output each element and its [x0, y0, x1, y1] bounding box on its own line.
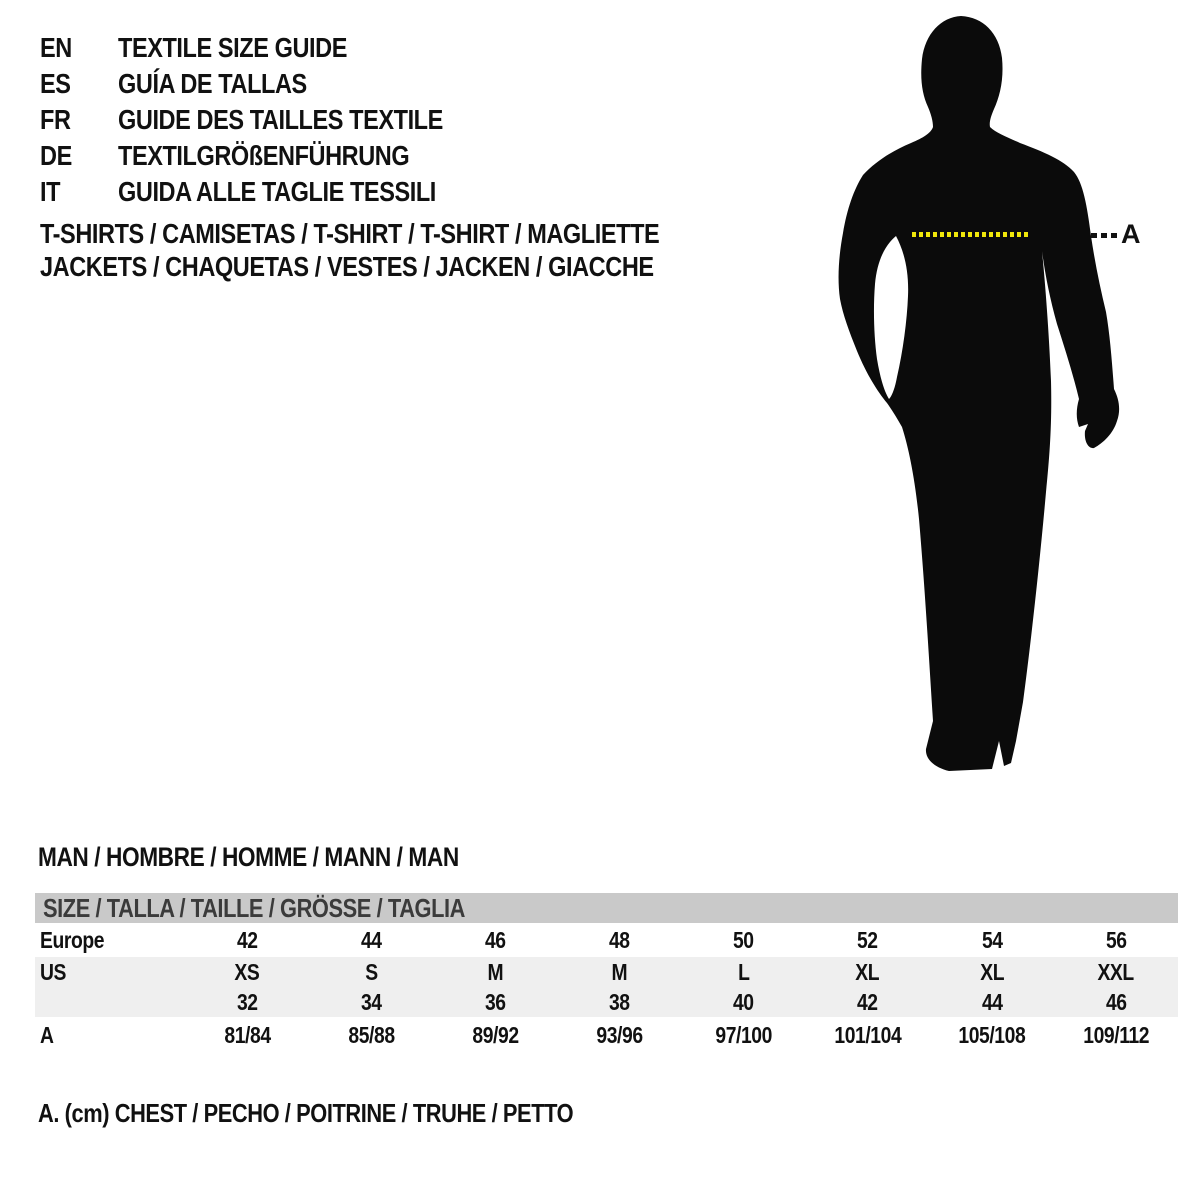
- size-cell: 85/88: [348, 1022, 395, 1048]
- size-cell: 54: [981, 926, 1003, 953]
- category-line-tshirts: T-SHIRTS / CAMISETAS / T-SHIRT / T-SHIRT / MAGLIETTE: [40, 218, 660, 249]
- size-cell: XL: [806, 957, 930, 987]
- size-cell: 93/96: [596, 1022, 643, 1048]
- size-cell: 101/104: [834, 1022, 902, 1048]
- language-title: TEXTILE SIZE GUIDE: [118, 32, 347, 63]
- size-cell: XS: [185, 957, 309, 987]
- size-cell: 50: [733, 926, 754, 953]
- row-label-a: A: [40, 1022, 54, 1048]
- size-cell: L: [682, 957, 806, 987]
- section-title-man: MAN / HOMBRE / HOMME / MANN / MAN: [38, 842, 459, 872]
- size-cell: 32: [185, 987, 309, 1017]
- language-code: FR: [40, 104, 71, 135]
- chest-footnote: A. (cm) CHEST / PECHO / POITRINE / TRUHE / PETTO: [38, 1098, 574, 1128]
- size-cell: 109/112: [1083, 1022, 1149, 1048]
- size-table: [35, 893, 1178, 1054]
- size-table-header: [35, 893, 1178, 923]
- size-cell: 46: [484, 926, 506, 953]
- size-cell: 40: [682, 987, 806, 1017]
- size-cell: 81/84: [223, 1022, 271, 1048]
- language-code: ES: [40, 68, 71, 99]
- size-cell: 105/108: [958, 1022, 1026, 1048]
- size-cell: 44: [360, 926, 382, 953]
- language-code: DE: [40, 140, 72, 171]
- chest-measure-dotted-line: [912, 232, 1031, 237]
- size-cell: 48: [609, 926, 630, 953]
- size-cell: 56: [1105, 926, 1127, 953]
- size-cell: 42: [236, 926, 258, 953]
- size-cell: 44: [930, 987, 1054, 1017]
- row-label-europe: Europe: [40, 926, 105, 953]
- size-cell: 42: [806, 987, 930, 1017]
- language-title: GUIDE DES TAILLES TEXTILE: [118, 104, 443, 135]
- row-label-us: US: [35, 957, 185, 987]
- size-cell: 38: [557, 987, 681, 1017]
- language-title: GUÍA DE TALLAS: [118, 68, 307, 99]
- size-cell: 34: [309, 987, 433, 1017]
- size-cell: XL: [930, 957, 1054, 987]
- language-title: TEXTILGRÖßENFÜHRUNG: [118, 140, 410, 171]
- language-code: EN: [40, 32, 72, 63]
- row-label-blank: [35, 987, 185, 1017]
- size-cell: 97/100: [715, 1022, 772, 1048]
- measure-label-a: A: [1121, 219, 1141, 249]
- category-line-jackets: JACKETS / CHAQUETAS / VESTES / JACKEN / GIACCHE: [40, 251, 654, 282]
- size-cell: 36: [433, 987, 557, 1017]
- size-cell: M: [433, 957, 557, 987]
- size-cell: S: [309, 957, 433, 987]
- size-cell: 52: [857, 926, 879, 953]
- size-table-header-label: SIZE / TALLA / TAILLE / GRÖSSE / TAGLIA: [43, 892, 466, 923]
- size-cell: 89/92: [472, 1022, 519, 1048]
- size-cell: XXL: [1054, 957, 1178, 987]
- size-cell: M: [557, 957, 681, 987]
- measure-pointer-dashes: [1091, 233, 1118, 238]
- language-code: IT: [40, 176, 61, 207]
- language-title: GUIDA ALLE TAGLIE TESSILI: [118, 176, 436, 207]
- size-cell: 46: [1054, 987, 1178, 1017]
